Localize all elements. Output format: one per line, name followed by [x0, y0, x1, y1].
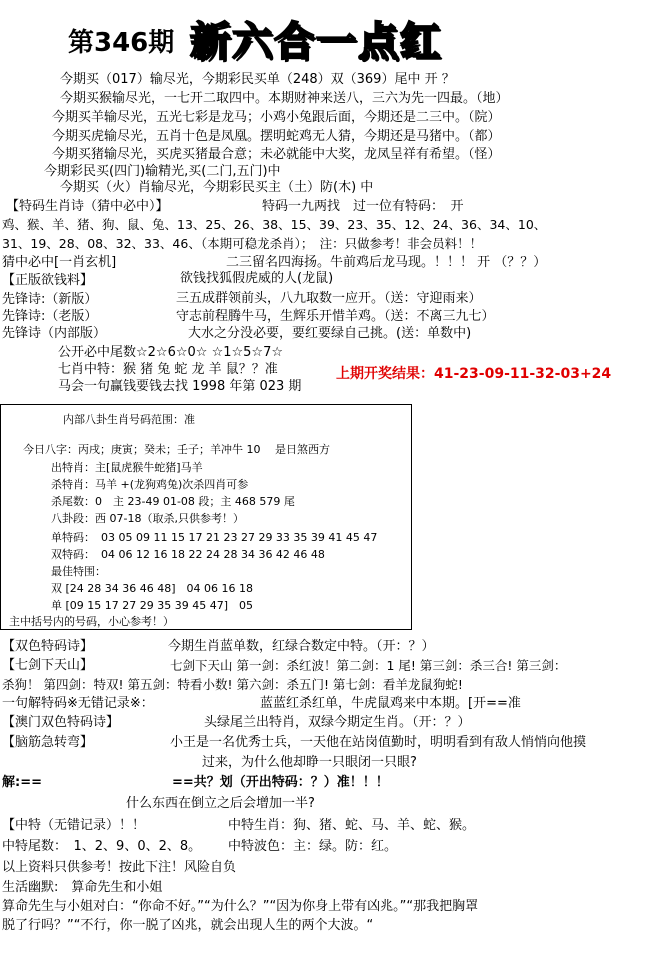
riddle-question: 什么东西在倒立之后会增加一半? — [126, 796, 315, 811]
poem-old-label: 先锋诗:（老版） — [2, 309, 98, 324]
sec1-line1: 鸡、猴、羊、猪、狗、鼠、兔、13、25、26、38、15、39、23、35、12、24、36、34、10、 — [2, 217, 547, 232]
top-line-3: 今期买羊输尽光，五光七彩是龙马；小鸡小兔跟后面，今期还是二三中。（院） — [52, 110, 501, 125]
top-line-7: 今期买（火）肖输尽光，今期彩民买主（土）防(木) 中 — [60, 180, 374, 195]
top-line-6: 今期彩民买(四门)输精光,买(二门,五门)中 — [44, 164, 281, 179]
top-line-1: 今期买（017）输尽光，今期彩民买单（248）双（369）尾中 开 ？ — [60, 72, 455, 87]
sec2-a: 猜中必中[一肖玄机] — [2, 255, 117, 270]
humor-line2: 脱了行吗？”“不行，你一脱了凶兆，就会出现人生的两个大波。“ — [2, 918, 374, 933]
panel-shawei: 杀尾数：0 主 23-49 01-08 段；主 468 579 尾 — [51, 495, 295, 508]
humor-title: 生活幽默: 算命先生和小姐 — [2, 880, 163, 895]
answer-label: 解:== — [2, 775, 42, 790]
zhongte-tail: 中特尾数： 1、2、9、0、2、8。 — [2, 839, 202, 854]
brand-title: 新六合一点红 — [190, 18, 442, 65]
panel-bagua: 八卦段：西 07-18（取杀,只供参考！） — [51, 512, 244, 525]
shuangse-text: 今期生肖蓝单数，红绿合数定中特。（开：？） — [168, 639, 435, 654]
zhongte-zodiac: 中特生肖：狗、猪、蛇、马、羊、蛇、猴。 — [228, 818, 476, 833]
poem-inner-label: 先锋诗（内部版） — [2, 326, 107, 341]
tail-numbers: 公开必中尾数☆2☆6☆0☆ ☆1☆5☆7☆ — [58, 345, 283, 360]
panel-dan-best: 单 [09 15 17 27 29 35 39 45 47] 05 — [51, 599, 254, 612]
humor-line1: 算命先生与小姐对白：“你命不好。”“为什么？”“因为你身上带有凶兆。”“那我把胸罩 — [2, 899, 479, 914]
sec2-a2: 二三留名四海扬。牛前鸡后龙马现。！！！ 开 （？？） — [226, 255, 547, 270]
panel-title: 内部八卦生肖号码范围：准 — [63, 413, 195, 426]
sec1-riddle: 特码一九两找 过一位有特码： 开 — [262, 199, 464, 214]
sec1-title: 【特码生肖诗（猜中必中）】 — [6, 199, 169, 214]
poem-inner-text: 大水之分没必要，要红要绿自己挑。(送：单数中) — [188, 326, 472, 341]
sec2-b: 【正版欲钱料】 — [2, 273, 94, 288]
top-line-4: 今期买虎输尽光，五肖十色是凤凰。摆明蛇鸡无人猜，今期还是马猪中。（都） — [52, 129, 501, 144]
naojin-title: 【脑筋急转弯】 — [2, 735, 94, 750]
top-line-5: 今期买猪输尽光，买虎买猪最合意；未必就能中大奖，龙凤呈祥有希望。（怪） — [52, 147, 501, 162]
naojin-line1: 小王是一名优秀士兵，一天他在站岗值勤时，明明看到有敌人悄悄向他摸 — [170, 735, 587, 750]
zhongte-wave: 中特波色：主：绿。防：红。 — [228, 839, 398, 854]
issue-number: 第346期 — [68, 28, 175, 58]
bagua-panel — [0, 404, 412, 630]
panel-shate: 杀特肖：马羊 +(龙狗鸡兔)次杀四肖可参 — [51, 478, 249, 491]
panel-shuang-best: 双 [24 28 34 36 46 48] 04 06 16 18 — [51, 582, 254, 595]
naojin-line2: 过来，为什么他却睁一只眼闭一只眼? — [202, 755, 417, 770]
panel-chute: 出特肖：主[鼠虎猴牛蛇猪]马羊 — [51, 461, 203, 474]
horse-club-line: 马会一句赢钱要钱去找 1998 年第 023 期 — [58, 379, 302, 394]
panel-note: 主中括号内的号码，小心参考！） — [9, 615, 174, 628]
qijian-title: 【七剑下天山】 — [2, 658, 94, 673]
panel-bazi: 今日八字：丙戌；庚寅；癸未；壬子；羊冲牛 10 是日煞西方 — [23, 443, 330, 456]
poem-new-label: 先锋诗:（新版） — [2, 292, 98, 307]
sec1-line2: 31、19、28、08、32、33、46、（本期可稳龙杀肖）； 注：只做参考！非会员料！！ — [2, 236, 483, 251]
shuangse-title: 【双色特码诗】 — [2, 639, 94, 654]
yiju-text: 蓝蓝红杀红单，牛虎鼠鸡来中本期。[开==准 — [260, 696, 521, 711]
disclaimer: 以上资料只供参考！按此下注！风险自负 — [2, 860, 237, 875]
panel-shuang-nums: 04 06 12 16 18 22 24 28 34 36 42 46 48 — [101, 548, 325, 561]
last-draw-result: 上期开奖结果：41-23-09-11-32-03+24 — [336, 366, 612, 382]
aomen-text: 头绿尾兰出特肖，双绿今期定生肖。（开：？） — [204, 715, 471, 730]
panel-shuang-label: 双特码： — [51, 548, 95, 561]
qijian-line2: 杀狗！ 第四剑：特双! 第五剑：特看小数! 第六剑：杀五门! 第七剑：看羊龙鼠狗蛇! — [2, 677, 463, 692]
poem-old-text: 守志前程腾牛马，生辉乐开惜羊鸡。（送：不离三九七） — [176, 309, 495, 324]
panel-dan-nums: 03 05 09 11 15 17 21 23 27 29 33 35 39 41 45 47 — [101, 531, 378, 544]
aomen-title: 【澳门双色特码诗】 — [2, 715, 120, 730]
poem-new-text: 三五成群领前头，八九取数一应开。（送：守迎雨来） — [176, 291, 482, 306]
zhongte-title: 【中特（无错记录）！！ — [2, 818, 146, 833]
seven-zodiac: 七肖中特：猴 猪 兔 蛇 龙 羊 鼠？？准 — [58, 362, 278, 377]
qijian-line1: 七剑下天山 第一剑：杀红波！第二剑：1 尾! 第三剑：杀三合! 第三剑： — [170, 658, 567, 673]
yiju-label: 一句解特码※无错记录※： — [2, 696, 154, 711]
top-line-2: 今期买猴输尽光，一七开二取四中。本期财神来送八，三六为先一四最。（地） — [60, 91, 509, 106]
panel-dan-label: 单特码： — [51, 531, 95, 544]
sec2-b2: 欲钱找狐假虎威的人(龙鼠) — [180, 271, 334, 286]
answer-text: ==共？划（开出特码：？）准！！！ — [172, 775, 389, 790]
panel-best-label: 最佳特围： — [51, 565, 106, 578]
